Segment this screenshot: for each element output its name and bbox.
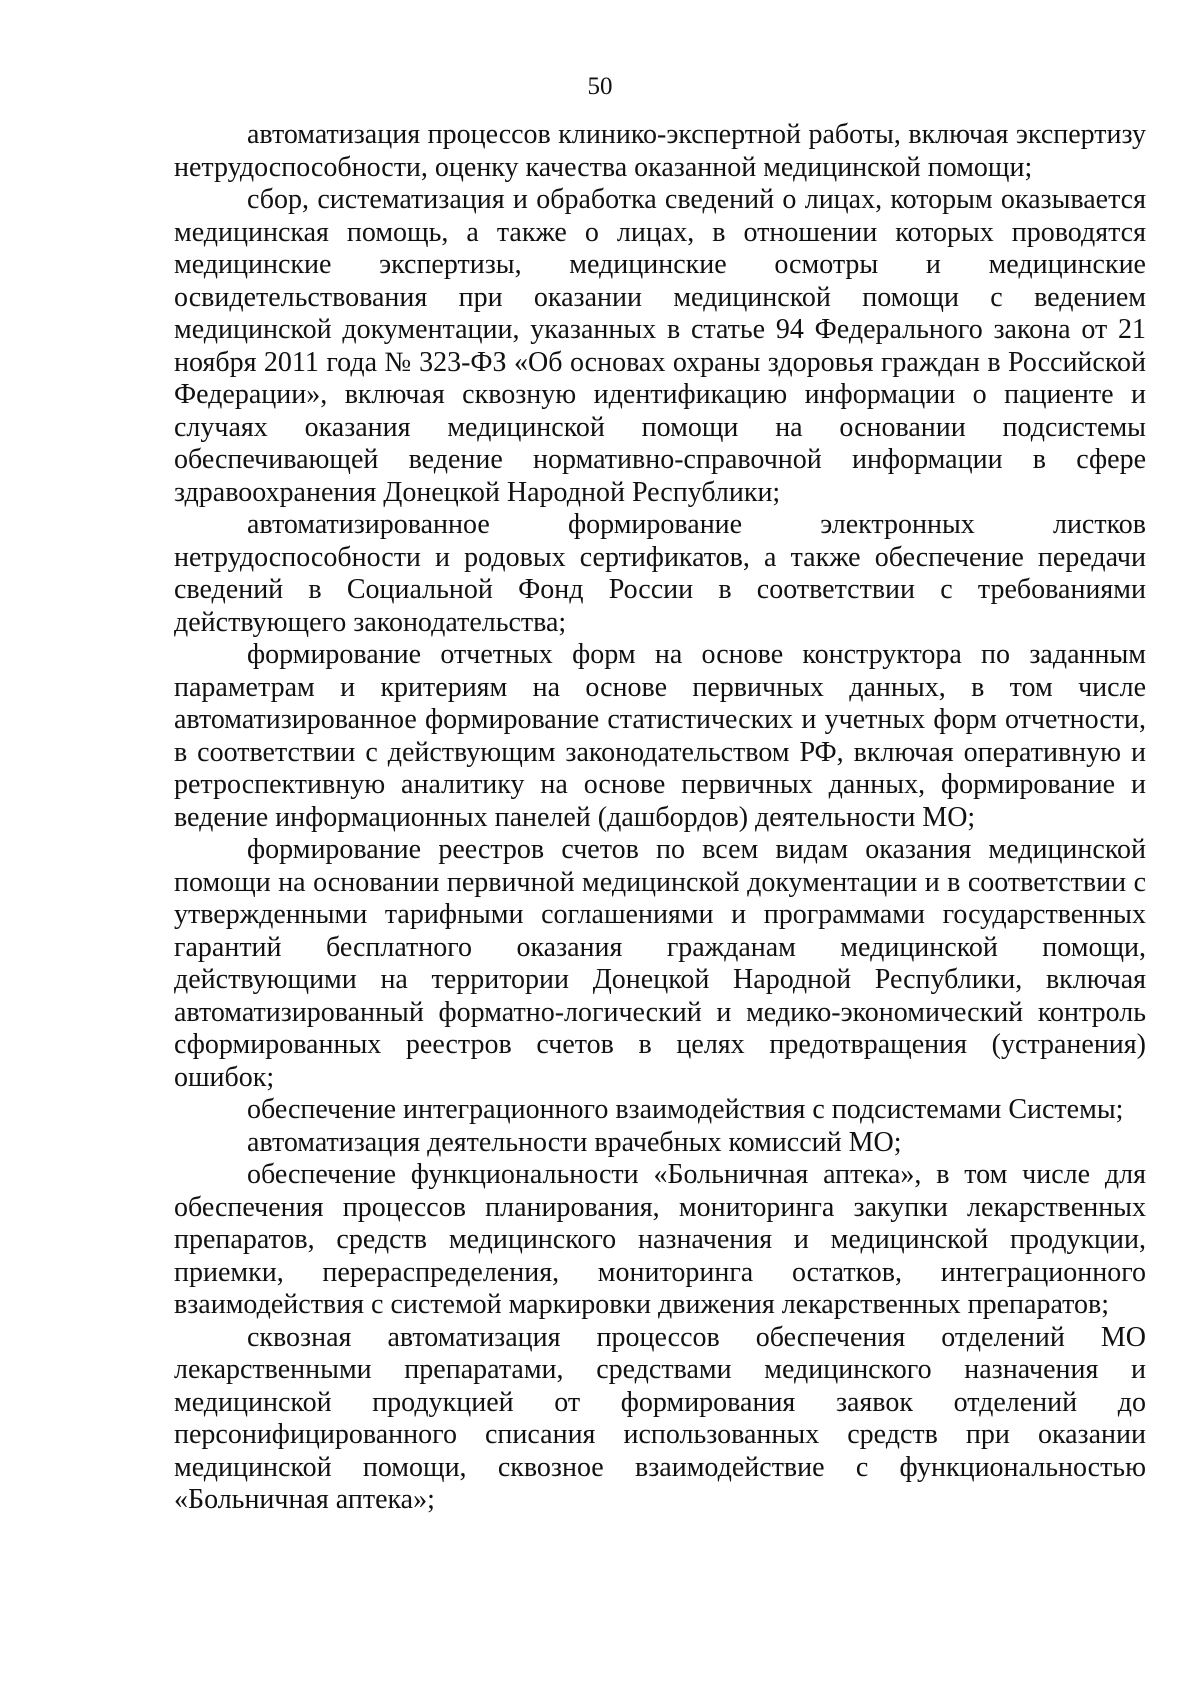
- paragraph-clinical-expert-work: автоматизация процессов клинико-экспертной работы, включая экспертизу нетрудоспособности, оценку качества оказанной медицинской помощи;: [174, 119, 1146, 183]
- paragraph-invoice-registries: формирование реестров счетов по всем видам оказания медицинской помощи на основании первичной медицинской документации и в соответствии с утвержденными тарифными соглашениями и программами государственных гарантий бесплатного оказания гражданам медицинской помощи, действующими на территории Донецкой Народной Республики, включая автоматизированный форматно-логический и медико-экономический контроль сформированных реестров счетов в целях предотвращения (устранения) ошибок;: [174, 834, 1146, 1093]
- paragraph-hospital-pharmacy: обеспечение функциональности «Больничная аптека», в том числе для обеспечения процессов планирования, мониторинга закупки лекарственных препаратов, средств медицинского назначения и медицинской продукции, приемки, перераспределения, мониторинга остатков, интеграционного взаимодействия с системой маркировки движения лекарственных препаратов;: [174, 1159, 1146, 1320]
- paragraph-sick-leave-certificates: автоматизированное формирование электронных листков нетрудоспособности и родовых сертификатов, а также обеспечение передачи сведений в Социальной Фонд России в соответствии с требованиями действующего законодательства;: [174, 509, 1146, 638]
- paragraph-end-to-end-automation: сквозная автоматизация процессов обеспечения отделений МО лекарственными препаратами, средствами медицинского назначения и медицинской продукцией от формирования заявок отделений до персонифицированного списания использованных средств при оказании медицинской помощи, сквозное взаимодействие с функциональностью «Больничная аптека»;: [174, 1321, 1146, 1515]
- document-body: [174, 119, 1146, 1517]
- paragraph-patient-data-collection: сбор, систематизация и обработка сведений о лицах, которым оказывается медицинская помощь, а также о лицах, в отношении которых проводятся медицинские экспертизы, медицинские осмотры и медицинские освидетельствования при оказании медицинской помощи с ведением медицинской документации, указанных в статье 94 Федерального закона от 21 ноября 2011 года № 323-ФЗ «Об основах охраны здоровья граждан в Российской Федерации», включая сквозную идентификацию информации о пациенте и случаях оказания медицинской помощи на основании подсистемы обеспечивающей ведение нормативно-справочной информации в сфере здравоохранения Донецкой Народной Республики;: [174, 184, 1146, 508]
- paragraph-integration: обеспечение интеграционного взаимодействия с подсистемами Системы;: [247, 1094, 1124, 1125]
- paragraph-medical-commissions: автоматизация деятельности врачебных комиссий МО;: [247, 1126, 902, 1158]
- page-number: 50: [587, 73, 613, 100]
- paragraph-report-forms: формирование отчетных форм на основе конструктора по заданным параметрам и критериям на основе первичных данных, в том числе автоматизированное формирование статистических и учетных форм отчетности, в соответствии с действующим законодательством РФ, включая оперативную и ретроспективную аналитику на основе первичных данных, формирование и ведение информационных панелей (дашбордов) деятельности МО;: [174, 639, 1146, 833]
